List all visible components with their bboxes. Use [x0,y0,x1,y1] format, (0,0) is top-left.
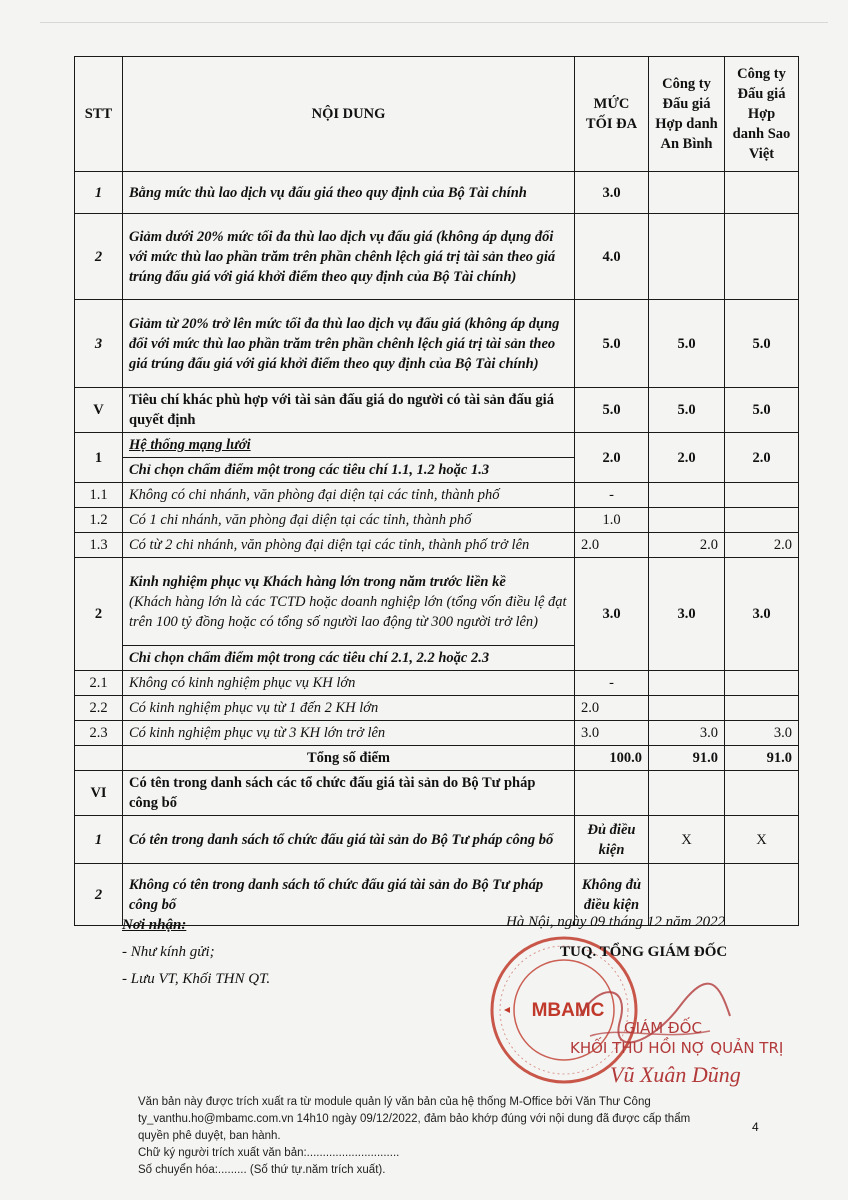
row-max: 1.0 [575,508,649,533]
row-sao-viet: 2.0 [725,433,799,483]
row-content-title: Kinh nghiệm phục vụ Khách hàng lớn trong năm trước liền kề [129,573,506,590]
row-an-binh [649,508,725,533]
row-an-binh [649,696,725,721]
recipient-item: - Lưu VT, Khối THN QT. [122,971,271,987]
row-stt: 2.2 [75,696,123,721]
row-content: Giảm từ 20% trở lên mức tối đa thù lao dịch vụ đấu giá (không áp dụng đối với mức thù lao phần trăm trên phần chênh lệch giá trị tài sản theo giá trúng đấu giá với giá khởi điểm theo quy định của Bộ Tài chính) [123,300,575,388]
row-max: 3.0 [575,558,649,671]
row-sao-viet [725,864,799,926]
row-content: Có 1 chi nhánh, văn phòng đại diện tại các tỉnh, thành phố [123,508,575,533]
row-stt [75,746,123,771]
table-row [75,558,799,646]
extract-line: Văn bản này được trích xuất ra từ module quản lý văn bản của hệ thống M-Office bởi Văn Thư Công [138,1096,651,1108]
row-sao-viet [725,172,799,214]
table-row [75,214,799,300]
row-content: Tiêu chí khác phù hợp với tài sản đấu giá do người có tài sản đấu giá quyết định [123,388,575,433]
row-sao-viet: 3.0 [725,558,799,671]
row-content: Bằng mức thù lao dịch vụ đấu giá theo quy định của Bộ Tài chính [123,172,575,214]
row-stt: 1 [75,433,123,483]
recipients-heading: Nơi nhận: [122,917,187,933]
signer-role [570,1018,784,1058]
total-max: 100.0 [575,746,649,771]
row-content: Không có kinh nghiệm phục vụ KH lớn [123,671,575,696]
row-max: 5.0 [575,388,649,433]
row-max: 2.0 [575,696,649,721]
row-content: Có tên trong danh sách tổ chức đấu giá tài sản do Bộ Tư pháp công bố [123,816,575,864]
table-row [75,721,799,746]
row-stt: 3 [75,300,123,388]
row-stt: VI [75,771,123,816]
row-content-detail: (Khách hàng lớn là các TCTD hoặc doanh nghiệp lớn (tổng vốn điều lệ đạt trên 100 tỷ đồng hoặc có tổng số người lao động từ 300 người trở lên) [129,593,567,630]
table-row [75,816,799,864]
bleed-through-line [40,22,828,23]
row-stt: 1 [75,816,123,864]
row-max: 3.0 [575,721,649,746]
header-an-binh: Công ty Đấu giá Hợp danh An Bình [649,57,725,172]
table-row [75,533,799,558]
extract-line: ty_vanthu.ho@mbamc.com.vn 14h10 ngày 09/12/2022, đảm bảo khớp đúng với nội dung đã được cấp thẩm [138,1113,691,1125]
table-row [75,508,799,533]
row-an-binh: 3.0 [649,721,725,746]
row-content: Có tên trong danh sách các tổ chức đấu giá tài sản do Bộ Tư pháp công bố [123,771,575,816]
date-line: Hà Nội, ngày 09 tháng 12 năm 2022 [506,914,726,930]
row-an-binh: 5.0 [649,300,725,388]
recipient-item: - Như kính gửi; [122,944,215,960]
row-stt: 1 [75,172,123,214]
row-an-binh: X [649,816,725,864]
row-note: Chỉ chọn chấm điểm một trong các tiêu chí 1.1, 1.2 hoặc 1.3 [123,458,575,483]
scoring-table [74,56,799,926]
table-row [75,433,799,458]
header-muc-toi-da: MỨC TỐI ĐA [575,57,649,172]
row-stt: 1.2 [75,508,123,533]
table-row [75,483,799,508]
row-content: Giảm dưới 20% mức tối đa thù lao dịch vụ đấu giá (không áp dụng đối với mức thù lao phần trăm trên phần chênh lệch giá trị tài sản theo giá trúng đấu giá với giá khởi điểm theo quy định của Bộ Tài chính) [123,214,575,300]
row-max: 2.0 [575,433,649,483]
row-an-binh [649,671,725,696]
page-number: 4 [752,1120,759,1134]
row-an-binh: 2.0 [649,533,725,558]
row-an-binh [649,483,725,508]
table-row [75,172,799,214]
row-stt: 2 [75,558,123,671]
row-content: Không có tên trong danh sách tổ chức đấu giá tài sản do Bộ Tư pháp công bố [123,864,575,926]
row-max: 2.0 [575,533,649,558]
row-stt: 2 [75,864,123,926]
signer-title: TUQ. TỔNG GIÁM ĐỐC [560,944,728,960]
row-stt: 2.1 [75,671,123,696]
total-sao-viet: 91.0 [725,746,799,771]
extract-note [138,1094,698,1179]
row-content: Hệ thống mạng lưới [123,433,575,458]
row-an-binh [649,172,725,214]
row-max [575,771,649,816]
row-stt: V [75,388,123,433]
row-max: - [575,483,649,508]
row-an-binh [649,214,725,300]
row-content [123,558,575,646]
row-max: 5.0 [575,300,649,388]
row-sao-viet [725,696,799,721]
row-content: Có kinh nghiệm phục vụ từ 1 đến 2 KH lớn [123,696,575,721]
row-content: Có từ 2 chi nhánh, văn phòng đại diện tại các tỉnh, thành phố trở lên [123,533,575,558]
row-max: Không đủ điều kiện [575,864,649,926]
signer-role-line-1: GIÁM ĐỐC [624,1019,702,1037]
extract-line: quyền phê duyệt, ban hành. [138,1130,281,1142]
row-sao-viet: X [725,816,799,864]
row-sao-viet: 5.0 [725,300,799,388]
row-sao-viet [725,508,799,533]
row-sao-viet [725,671,799,696]
row-content: Có kinh nghiệm phục vụ từ 3 KH lớn trở lên [123,721,575,746]
row-stt: 1.1 [75,483,123,508]
row-content: Không có chi nhánh, văn phòng đại diện tại các tỉnh, thành phố [123,483,575,508]
seal-brand: MBAMC [531,1000,605,1021]
row-an-binh: 2.0 [649,433,725,483]
row-an-binh: 5.0 [649,388,725,433]
row-note: Chỉ chọn chấm điểm một trong các tiêu chí 2.1, 2.2 hoặc 2.3 [123,646,575,671]
row-max: - [575,671,649,696]
row-sao-viet: 3.0 [725,721,799,746]
header-stt: STT [75,57,123,172]
total-label: Tổng số điểm [123,746,575,771]
row-stt: 2 [75,214,123,300]
row-sao-viet [725,771,799,816]
table-row [75,696,799,721]
signer-role-line-2: KHỐI THU HỒI NỢ QUẢN TRỊ [570,1039,784,1057]
row-an-binh: 3.0 [649,558,725,671]
table-header-row [75,57,799,172]
row-stt: 1.3 [75,533,123,558]
row-max: 4.0 [575,214,649,300]
signer-name: Vũ Xuân Dũng [610,1062,741,1087]
table-row [75,300,799,388]
row-stt: 2.3 [75,721,123,746]
row-max: 3.0 [575,172,649,214]
table-row [75,671,799,696]
table-row [75,388,799,433]
header-noi-dung: NỘI DUNG [123,57,575,172]
extract-line: Chữ ký người trích xuất văn bản:............................. [138,1147,400,1159]
header-sao-viet: Công ty Đấu giá Hợp danh Sao Việt [725,57,799,172]
table-total-row [75,746,799,771]
total-an-binh: 91.0 [649,746,725,771]
row-sao-viet [725,483,799,508]
recipients-block [122,912,270,993]
row-an-binh [649,771,725,816]
row-sao-viet [725,214,799,300]
extract-line: Số chuyển hóa:......... (Số thứ tự.năm trích xuất). [138,1164,386,1176]
table-row [75,771,799,816]
row-max: Đủ điều kiện [575,816,649,864]
row-sao-viet: 2.0 [725,533,799,558]
row-sao-viet: 5.0 [725,388,799,433]
